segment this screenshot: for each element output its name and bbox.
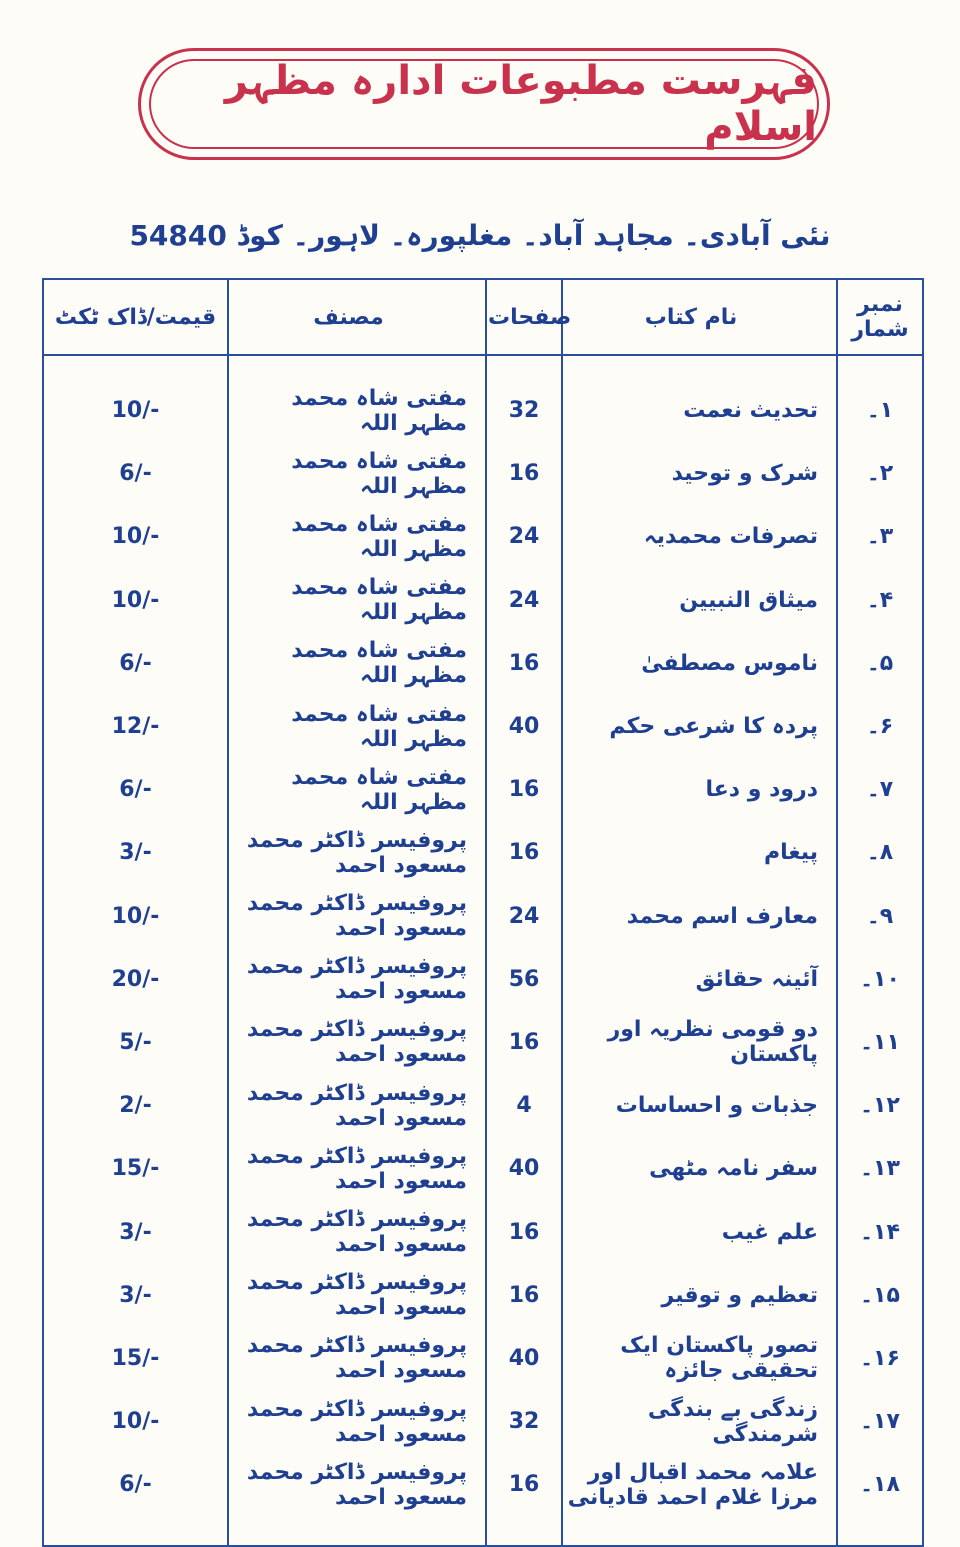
publications-table — [42, 278, 924, 1547]
header-price: قیمت/ڈاک ٹکٹ — [43, 279, 228, 355]
row-pages: 32 — [486, 379, 562, 442]
table-header-row — [43, 279, 923, 355]
table-row — [43, 1074, 923, 1137]
row-pages: 4 — [486, 1074, 562, 1137]
header-book-title: نام کتاب — [562, 279, 837, 355]
row-serial: ۳۔ — [837, 505, 923, 568]
row-pages: 16 — [486, 1011, 562, 1074]
row-serial: ۱۔ — [837, 379, 923, 442]
row-book-title: جذبات و احساسات — [562, 1074, 837, 1137]
table-row — [43, 885, 923, 948]
row-serial: ۱۱۔ — [837, 1011, 923, 1074]
row-author: مفتی شاہ محمد مظہر اللہ — [228, 379, 486, 442]
row-book-title: میثاق النبیین — [562, 569, 837, 632]
row-price: 10/- — [43, 569, 228, 632]
row-author: پروفیسر ڈاکٹر محمد مسعود احمد — [228, 1327, 486, 1390]
table-row — [43, 569, 923, 632]
row-price: 6/- — [43, 758, 228, 821]
table-row — [43, 1137, 923, 1200]
row-book-title: تصور پاکستان ایک تحقیقی جائزہ — [562, 1327, 837, 1390]
row-serial: ۱۸۔ — [837, 1453, 923, 1516]
row-price: 6/- — [43, 632, 228, 695]
table-end-row — [43, 1516, 923, 1546]
row-price: 3/- — [43, 821, 228, 884]
row-book-title: دو قومی نظریہ اور پاکستان — [562, 1011, 837, 1074]
row-author: مفتی شاہ محمد مظہر اللہ — [228, 632, 486, 695]
row-serial: ۷۔ — [837, 758, 923, 821]
row-book-title: پیغام — [562, 821, 837, 884]
table-row — [43, 1327, 923, 1390]
row-book-title: علم غیب — [562, 1200, 837, 1263]
row-author: پروفیسر ڈاکٹر محمد مسعود احمد — [228, 1074, 486, 1137]
row-price: 2/- — [43, 1074, 228, 1137]
table-body — [43, 355, 923, 1546]
row-pages: 16 — [486, 758, 562, 821]
table-row — [43, 948, 923, 1011]
row-price: 3/- — [43, 1264, 228, 1327]
table-row — [43, 1264, 923, 1327]
row-book-title: تصرفات محمدیہ — [562, 505, 837, 568]
page-title: فہرست مطبوعات ادارہ مظہر اسلام — [224, 58, 817, 150]
header-author: مصنف — [228, 279, 486, 355]
publisher-address: نئی آبادی۔ مجاہد آباد۔ مغلپورہ۔ لاہور۔ کوڈ 54840 — [129, 218, 831, 252]
table-row — [43, 379, 923, 442]
row-price: 6/- — [43, 1453, 228, 1516]
table-row — [43, 632, 923, 695]
row-pages: 16 — [486, 1264, 562, 1327]
row-price: 5/- — [43, 1011, 228, 1074]
row-serial: ۹۔ — [837, 885, 923, 948]
table-row — [43, 1390, 923, 1453]
table-row — [43, 695, 923, 758]
title-frame — [138, 48, 830, 160]
row-author: پروفیسر ڈاکٹر محمد مسعود احمد — [228, 1137, 486, 1200]
row-price: 15/- — [43, 1327, 228, 1390]
row-pages: 40 — [486, 1327, 562, 1390]
row-pages: 24 — [486, 885, 562, 948]
row-serial: ۸۔ — [837, 821, 923, 884]
row-book-title: سفر نامہ مٹھی — [562, 1137, 837, 1200]
row-serial: ۱۵۔ — [837, 1264, 923, 1327]
row-book-title: معارف اسم محمد — [562, 885, 837, 948]
row-book-title: زندگی بے بندگی شرمندگی — [562, 1390, 837, 1453]
row-serial: ۶۔ — [837, 695, 923, 758]
row-pages: 16 — [486, 821, 562, 884]
row-author: مفتی شاہ محمد مظہر اللہ — [228, 442, 486, 505]
row-price: 10/- — [43, 505, 228, 568]
row-book-title: ناموس مصطفیٰ — [562, 632, 837, 695]
title-inner-border — [149, 59, 819, 149]
table-row — [43, 505, 923, 568]
row-book-title: تعظیم و توقیر — [562, 1264, 837, 1327]
row-book-title: تحدیث نعمت — [562, 379, 837, 442]
row-author: پروفیسر ڈاکٹر محمد مسعود احمد — [228, 821, 486, 884]
row-author: پروفیسر ڈاکٹر محمد مسعود احمد — [228, 1390, 486, 1453]
row-serial: ۵۔ — [837, 632, 923, 695]
row-author: پروفیسر ڈاکٹر محمد مسعود احمد — [228, 1264, 486, 1327]
table-row — [43, 1453, 923, 1516]
table-row — [43, 758, 923, 821]
table-row — [43, 442, 923, 505]
table-row — [43, 1200, 923, 1263]
row-serial: ۱۰۔ — [837, 948, 923, 1011]
row-author: پروفیسر ڈاکٹر محمد مسعود احمد — [228, 1011, 486, 1074]
row-price: 6/- — [43, 442, 228, 505]
row-author: مفتی شاہ محمد مظہر اللہ — [228, 758, 486, 821]
row-pages: 16 — [486, 1200, 562, 1263]
row-price: 20/- — [43, 948, 228, 1011]
row-serial: ۴۔ — [837, 569, 923, 632]
row-price: 10/- — [43, 1390, 228, 1453]
row-book-title: شرک و توحید — [562, 442, 837, 505]
row-serial: ۱۷۔ — [837, 1390, 923, 1453]
row-pages: 24 — [486, 569, 562, 632]
row-price: 15/- — [43, 1137, 228, 1200]
row-author: پروفیسر ڈاکٹر محمد مسعود احمد — [228, 1453, 486, 1516]
row-pages: 16 — [486, 442, 562, 505]
row-serial: ۱۳۔ — [837, 1137, 923, 1200]
row-price: 10/- — [43, 885, 228, 948]
row-pages: 40 — [486, 1137, 562, 1200]
row-serial: ۱۴۔ — [837, 1200, 923, 1263]
row-pages: 24 — [486, 505, 562, 568]
row-pages: 56 — [486, 948, 562, 1011]
header-pages: صفحات — [486, 279, 562, 355]
row-author: پروفیسر ڈاکٹر محمد مسعود احمد — [228, 1200, 486, 1263]
row-serial: ۱۶۔ — [837, 1327, 923, 1390]
row-book-title: درود و دعا — [562, 758, 837, 821]
row-pages: 16 — [486, 1453, 562, 1516]
table-spacer — [43, 355, 923, 379]
row-book-title: پردہ کا شرعی حکم — [562, 695, 837, 758]
row-book-title: آئینہ حقائق — [562, 948, 837, 1011]
row-pages: 40 — [486, 695, 562, 758]
row-price: 12/- — [43, 695, 228, 758]
table-row — [43, 821, 923, 884]
row-book-title: علامہ محمد اقبال اور مرزا غلام احمد قادیانی — [562, 1453, 837, 1516]
row-price: 10/- — [43, 379, 228, 442]
row-author: مفتی شاہ محمد مظہر اللہ — [228, 505, 486, 568]
row-serial: ۱۲۔ — [837, 1074, 923, 1137]
table-row — [43, 1011, 923, 1074]
row-pages: 32 — [486, 1390, 562, 1453]
row-author: پروفیسر ڈاکٹر محمد مسعود احمد — [228, 885, 486, 948]
row-serial: ۲۔ — [837, 442, 923, 505]
row-pages: 16 — [486, 632, 562, 695]
row-author: پروفیسر ڈاکٹر محمد مسعود احمد — [228, 948, 486, 1011]
header-serial: نمبر شمار — [837, 279, 923, 355]
row-author: مفتی شاہ محمد مظہر اللہ — [228, 569, 486, 632]
row-author: مفتی شاہ محمد مظہر اللہ — [228, 695, 486, 758]
row-price: 3/- — [43, 1200, 228, 1263]
